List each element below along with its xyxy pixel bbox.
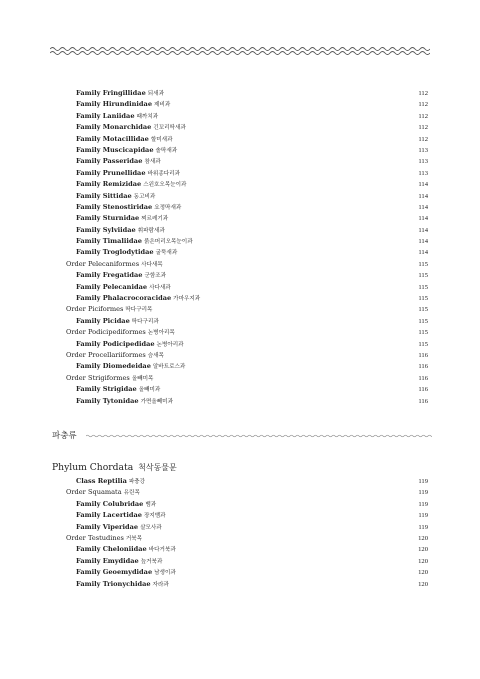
entry-page-number: 112 xyxy=(418,90,428,97)
entry-rank: Order xyxy=(66,305,86,314)
entry-rank: Family xyxy=(76,123,101,132)
entry-korean: 스윈호오목눈이과 xyxy=(143,182,187,189)
toc-entry xyxy=(66,191,428,202)
entry-latin: Monarchidae xyxy=(102,123,152,132)
entry-page-number: 112 xyxy=(418,112,428,120)
entry-page-number: 120 xyxy=(418,546,428,554)
entry-latin: Sylviidae xyxy=(102,225,136,234)
entry-latin: Strigiformes xyxy=(87,373,130,382)
entry-rank: Family xyxy=(76,545,101,554)
entry-page-number: 115 xyxy=(418,340,428,348)
entry-latin: Testudines xyxy=(87,533,124,542)
entry-latin: Lacertidae xyxy=(102,511,142,520)
entry-page-number: 114 xyxy=(418,226,428,234)
entry-rank: Order xyxy=(66,328,86,337)
entry-page-number: 115 xyxy=(418,260,428,268)
entry-rank: Family xyxy=(76,237,101,246)
entry-korean: 논병아리목 xyxy=(147,330,175,337)
phylum-heading xyxy=(52,461,177,475)
entry-korean: 때까치과 xyxy=(136,113,159,120)
entry-korean: 딱다구리과 xyxy=(131,318,159,325)
toc-entry xyxy=(66,510,428,521)
toc-entry xyxy=(66,179,428,190)
entry-page-number: 115 xyxy=(418,283,428,291)
entry-latin: Podicipedidae xyxy=(102,339,155,348)
entry-korean: 늪거북과 xyxy=(140,558,163,565)
entry-korean: 긴꼬리딱새과 xyxy=(153,125,186,132)
entry-latin: Colubridae xyxy=(102,499,144,508)
entry-korean: 가면올빼미과 xyxy=(140,398,173,405)
section-divider xyxy=(52,429,432,443)
entry-page-number: 119 xyxy=(418,489,428,497)
entry-page-number: 113 xyxy=(418,158,428,166)
entry-rank: Family xyxy=(76,225,101,234)
entry-latin: Tytonidae xyxy=(102,396,139,405)
toc-entry xyxy=(66,396,428,407)
entry-korean: 거북목 xyxy=(125,535,143,542)
entry-page-number: 114 xyxy=(418,215,428,223)
toc-entry xyxy=(66,202,428,213)
toc-entry xyxy=(66,122,428,133)
entry-latin: Stenostiridae xyxy=(102,202,153,211)
entry-rank: Family xyxy=(76,396,101,405)
section-title: 파충류 xyxy=(52,431,77,441)
entry-korean: 찌르레기과 xyxy=(141,216,169,223)
entry-rank: Family xyxy=(76,145,101,154)
entry-latin: Diomedeidae xyxy=(102,362,151,371)
toc-entry xyxy=(66,156,428,167)
entry-korean: 제비과 xyxy=(154,102,171,109)
entry-latin: Sittidae xyxy=(102,191,132,200)
entry-korean: 할미새과 xyxy=(150,136,173,143)
entry-rank: Order xyxy=(66,350,86,359)
entry-page-number: 120 xyxy=(418,569,428,577)
entry-rank: Family xyxy=(76,134,101,143)
entry-korean: 바다거북과 xyxy=(148,547,176,554)
entry-page-number: 119 xyxy=(418,512,428,520)
entry-korean: 솔딱새과 xyxy=(155,147,178,154)
entry-korean: 되새과 xyxy=(147,91,164,97)
entry-page-number: 115 xyxy=(418,306,428,314)
entry-latin: Passeridae xyxy=(102,157,143,166)
toc-entry xyxy=(66,282,428,293)
entry-page-number: 120 xyxy=(418,557,428,565)
entry-rank: Family xyxy=(76,316,101,325)
entry-rank: Family xyxy=(76,191,101,200)
entry-latin: Piciformes xyxy=(87,305,124,314)
entry-latin: Motacillidae xyxy=(102,134,149,143)
entry-latin: Reptilia xyxy=(97,477,127,485)
entry-latin: Viperidae xyxy=(102,522,139,531)
entry-page-number: 115 xyxy=(418,295,428,303)
entry-latin: Remizidae xyxy=(102,180,142,189)
entry-korean: 딱다구리목 xyxy=(125,307,153,314)
entry-rank: Family xyxy=(76,522,101,531)
top-wave-ornament xyxy=(50,44,430,58)
toc-entry xyxy=(66,567,428,578)
entry-rank: Family xyxy=(76,89,101,97)
entry-rank: Family xyxy=(76,168,101,177)
toc-entry xyxy=(66,111,428,122)
entry-korean: 바위종다리과 xyxy=(147,170,180,177)
entry-page-number: 115 xyxy=(418,329,428,337)
toc-entry xyxy=(66,339,428,350)
entry-korean: 올빼미목 xyxy=(131,375,154,382)
entry-rank: Family xyxy=(76,568,101,577)
entry-page-number: 114 xyxy=(418,192,428,200)
entry-korean: 휘파람새과 xyxy=(137,227,165,234)
entry-rank: Family xyxy=(76,385,101,394)
entry-korean: 참새과 xyxy=(144,159,161,166)
entry-korean: 자라과 xyxy=(152,581,169,588)
entry-page-number: 120 xyxy=(418,534,428,542)
entry-rank: Order xyxy=(66,373,86,382)
entry-rank: Family xyxy=(76,111,101,120)
toc-entry xyxy=(66,213,428,224)
entry-page-number: 116 xyxy=(418,386,428,394)
toc-entry xyxy=(66,247,428,258)
entry-page-number: 119 xyxy=(418,523,428,531)
entry-korean: 유린목 xyxy=(123,490,140,497)
toc-entry xyxy=(66,316,428,327)
entry-page-number: 112 xyxy=(418,101,428,109)
entry-korean: 사다새목 xyxy=(141,261,163,268)
entry-korean: 사다새과 xyxy=(149,284,171,291)
entry-korean: 남생이과 xyxy=(154,570,176,577)
entry-rank: Family xyxy=(76,511,101,520)
entry-latin: Podicipediformes xyxy=(87,328,146,337)
toc-entry xyxy=(66,168,428,179)
entry-latin: Cheloniidae xyxy=(102,545,147,554)
entry-page-number: 112 xyxy=(418,124,428,132)
entry-page-number: 119 xyxy=(418,478,428,485)
entry-page-number: 116 xyxy=(418,397,428,405)
toc-entry xyxy=(66,293,428,304)
toc-list-birds xyxy=(66,88,428,407)
entry-latin: Emydidae xyxy=(102,556,139,565)
entry-page-number: 113 xyxy=(418,146,428,154)
entry-rank: Family xyxy=(76,180,101,189)
entry-rank: Family xyxy=(76,282,101,291)
entry-latin: Pelecaniformes xyxy=(87,259,140,268)
entry-page-number: 116 xyxy=(418,363,428,371)
entry-rank: Family xyxy=(76,294,101,303)
entry-latin: Laniidae xyxy=(102,111,135,120)
entry-latin: Fringillidae xyxy=(102,89,146,97)
entry-rank: Family xyxy=(76,157,101,166)
entry-latin: Strigidae xyxy=(102,385,137,394)
entry-page-number: 119 xyxy=(418,500,428,508)
entry-rank: Family xyxy=(76,339,101,348)
entry-page-number: 120 xyxy=(418,580,428,588)
toc-entry xyxy=(66,225,428,236)
entry-page-number: 115 xyxy=(418,272,428,280)
toc-entry xyxy=(66,533,428,544)
toc-entry xyxy=(66,373,428,384)
entry-latin: Hirundinidae xyxy=(102,100,153,109)
entry-latin: Geoemydidae xyxy=(102,568,153,577)
toc-entry xyxy=(66,99,428,110)
toc-entry xyxy=(66,134,428,145)
toc-entry xyxy=(66,145,428,156)
entry-rank: Family xyxy=(76,271,101,280)
entry-page-number: 112 xyxy=(418,135,428,143)
entry-rank: Family xyxy=(76,202,101,211)
entry-latin: Muscicapidae xyxy=(102,145,154,154)
toc-entry xyxy=(66,259,428,270)
entry-page-number: 114 xyxy=(418,181,428,189)
entry-page-number: 116 xyxy=(418,374,428,382)
toc-entry xyxy=(66,361,428,372)
entry-latin: Troglodytidae xyxy=(102,248,154,257)
entry-korean: 붉은머리오목눈이과 xyxy=(143,239,193,246)
toc-list-reptiles xyxy=(66,476,428,590)
entry-rank: Class xyxy=(76,477,96,485)
entry-page-number: 113 xyxy=(418,169,428,177)
entry-page-number: 116 xyxy=(418,351,428,359)
entry-latin: Prunellidae xyxy=(102,168,146,177)
entry-korean: 장지뱀과 xyxy=(143,513,166,520)
entry-korean: 동고비과 xyxy=(133,193,156,200)
entry-page-number: 115 xyxy=(418,317,428,325)
toc-entry xyxy=(66,327,428,338)
toc-entry xyxy=(66,270,428,281)
toc-entry xyxy=(66,476,428,487)
toc-entry xyxy=(66,304,428,315)
toc-entry xyxy=(66,350,428,361)
entry-latin: Phalacrocoracidae xyxy=(102,294,172,303)
entry-latin: Timaliidae xyxy=(102,237,142,246)
entry-latin: Sturnidae xyxy=(102,214,140,223)
entry-korean: 군함조과 xyxy=(144,273,167,280)
entry-rank: Order xyxy=(66,259,86,268)
entry-latin: Squamata xyxy=(87,488,122,497)
toc-entry xyxy=(66,88,428,99)
entry-korean: 알바트로스과 xyxy=(152,364,186,371)
toc-entry xyxy=(66,556,428,567)
entry-korean: 뱀과 xyxy=(145,501,157,508)
entry-rank: Family xyxy=(76,214,101,223)
entry-korean: 굴뚝새과 xyxy=(155,250,178,257)
entry-rank: Family xyxy=(76,499,101,508)
entry-korean: 올빼미과 xyxy=(138,387,161,394)
toc-entry xyxy=(66,236,428,247)
toc-entry xyxy=(66,544,428,555)
entry-korean: 가마우지과 xyxy=(173,296,201,303)
entry-latin: Picidae xyxy=(102,316,130,325)
entry-rank: Family xyxy=(76,579,101,588)
entry-page-number: 114 xyxy=(418,203,428,211)
entry-page-number: 114 xyxy=(418,249,428,257)
entry-rank: Family xyxy=(76,100,101,109)
section-wave-line xyxy=(86,432,432,440)
toc-entry xyxy=(66,522,428,533)
toc-entry xyxy=(66,384,428,395)
entry-rank: Family xyxy=(76,556,101,565)
entry-title xyxy=(76,579,169,591)
entry-korean: 논병아리과 xyxy=(156,341,184,348)
entry-korean: 파충강 xyxy=(128,479,146,485)
toc-entry xyxy=(66,487,428,498)
entry-korean: 살모사과 xyxy=(140,524,162,531)
entry-title xyxy=(76,396,173,408)
entry-page-number: 114 xyxy=(418,238,428,246)
entry-korean: 슴새목 xyxy=(147,352,164,359)
entry-rank: Order xyxy=(66,533,86,542)
entry-rank: Family xyxy=(76,362,101,371)
entry-rank: Family xyxy=(76,248,101,257)
entry-latin: Trionychidae xyxy=(102,579,151,588)
entry-latin: Pelecanidae xyxy=(102,282,148,291)
entry-korean: 요정딱새과 xyxy=(154,204,182,211)
phylum-latin: Phylum Chordata xyxy=(52,462,134,473)
entry-latin: Fregatidae xyxy=(102,271,143,280)
toc-entry xyxy=(66,499,428,510)
phylum-korean: 척삭동물문 xyxy=(138,463,177,472)
entry-latin: Procellariiformes xyxy=(87,350,146,359)
toc-entry xyxy=(66,579,428,590)
entry-rank: Order xyxy=(66,488,86,497)
